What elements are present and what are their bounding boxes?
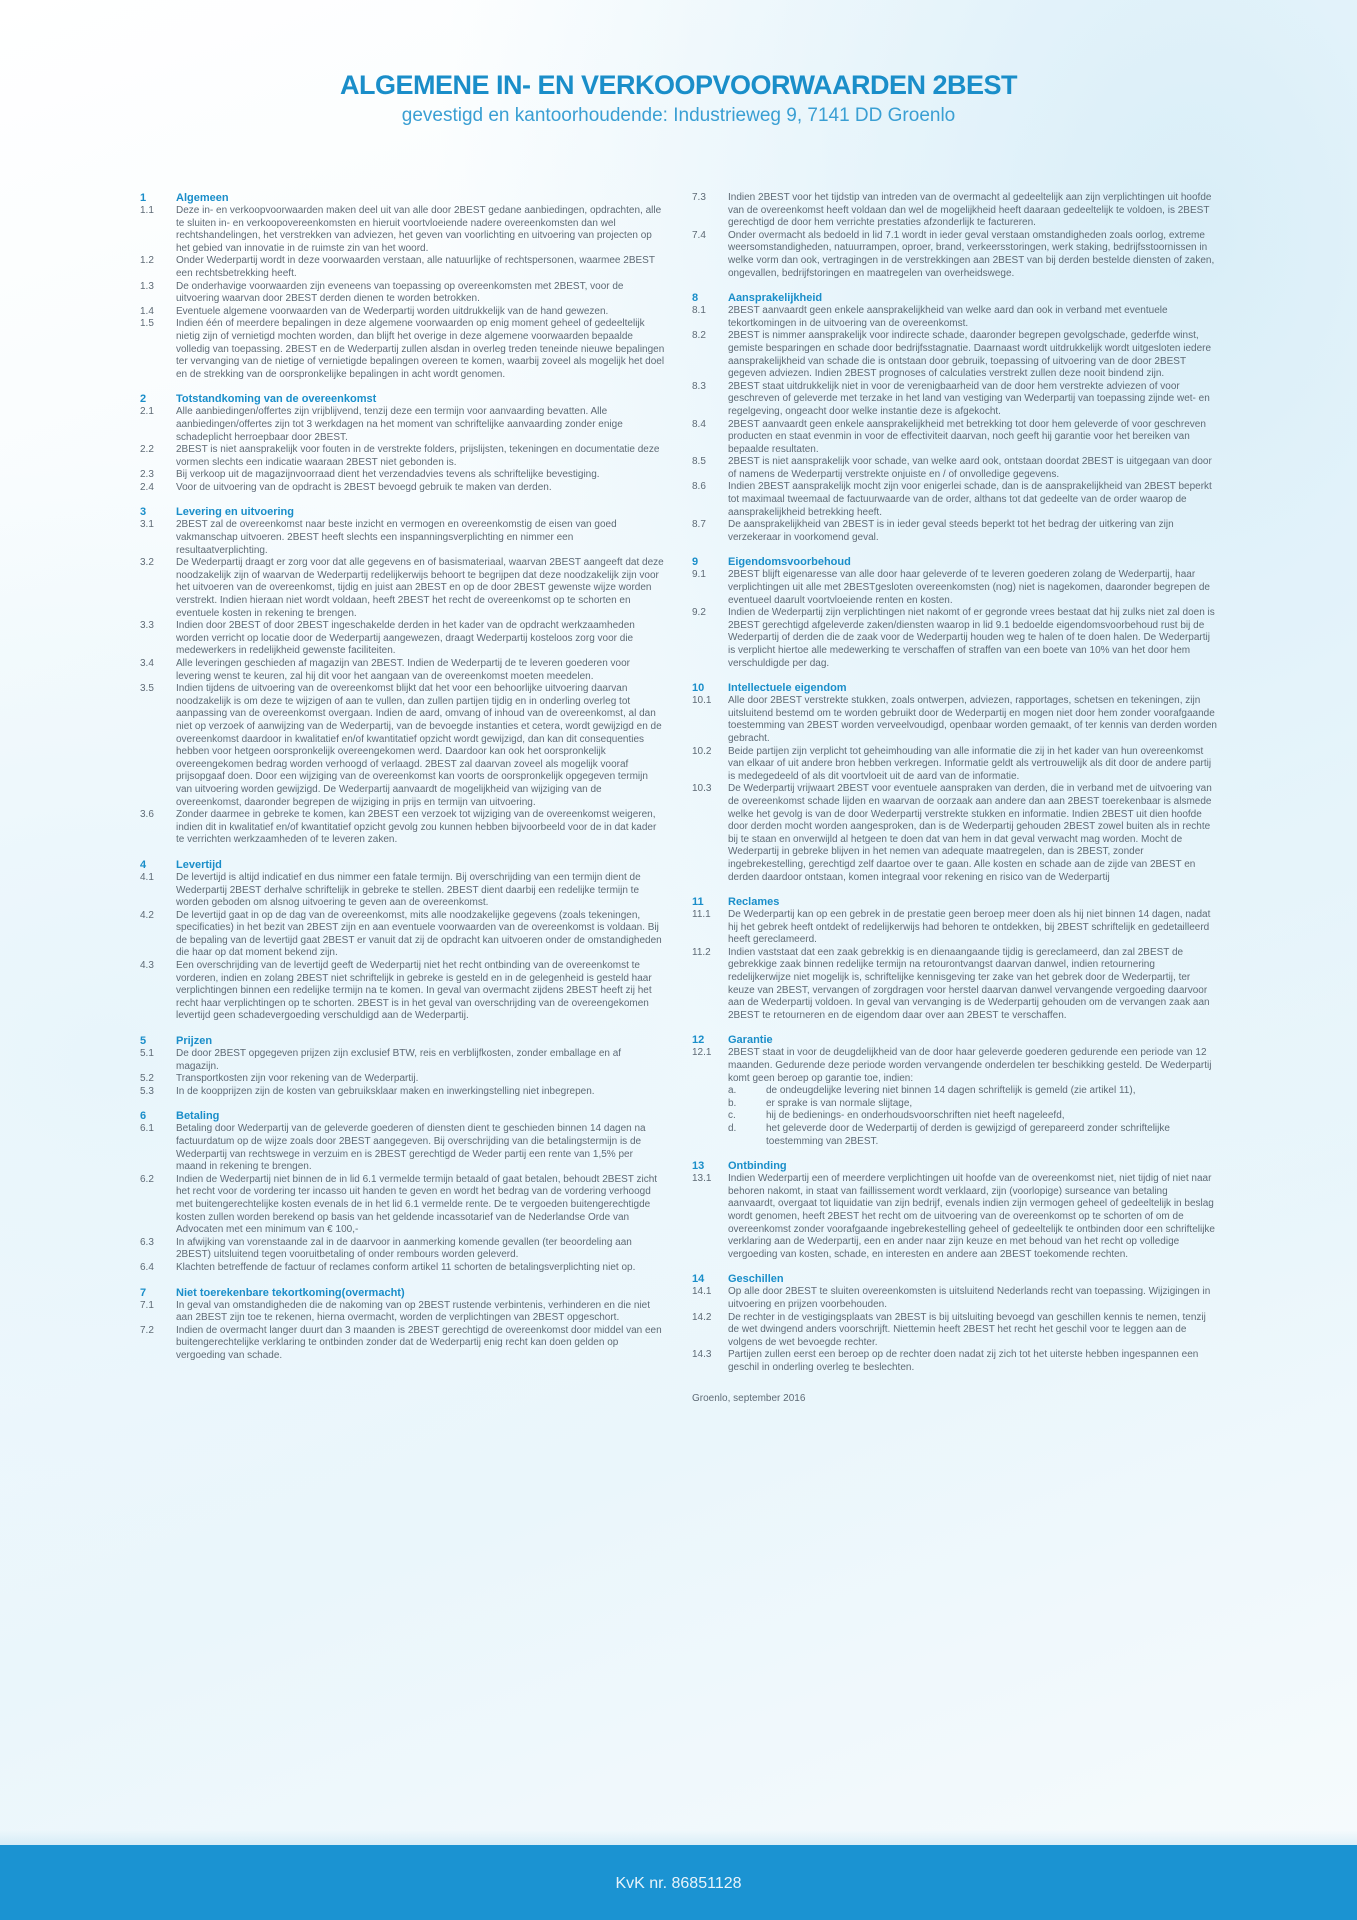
clause-text: 2BEST aanvaardt geen enkele aansprakelijkheid van welke aard dan ook in verband met eventuele tekortkomingen in de uitvoering van de overeenkomst. [728,305,1168,329]
clause [692,1173,1217,1261]
clause-body [176,306,665,319]
clause-number: 8.4 [692,418,706,430]
clause-body [176,482,665,495]
clause-number: 7.3 [692,192,706,203]
article-title: Intellectuele eigendom [728,682,847,695]
clause-body [728,481,1217,519]
clause-text: Partijen zullen eerst een beroep op de rechter doen nadat zij zich tot het uiterste hebben ingespannen een geschil in onderling overleg te beslechten. [728,1349,1199,1373]
clause-body [176,809,665,847]
clause-text: Indien één of meerdere bepalingen in deze algemene voorwaarden op enig moment geheel of gedeeltelijk nietig zijn of vernietigd mochten worden, dan blijft het overige in deze algemene voorwaarden bepaalde volledig van toepassing. 2BEST en de Wederpartij zullen alsdan in overleg treden teneinde nieuwe bepalingen ter vervanging van de nietige of vernietigde bepalingen overeen te komen, waarbij zoveel als mogelijk het doel en de strekking van de oorspronkelijke bepalingen in acht wordt genomen. [176,318,665,380]
clause-number: 14.1 [692,1286,712,1298]
clause [692,607,1217,670]
article-section [140,1110,665,1274]
sub-clause-letter: a. [728,1085,737,1097]
clause-body [176,1048,665,1073]
article-number: 12 [692,1034,705,1047]
clause-text: De door 2BEST opgegeven prijzen zijn exclusief BTW, reis en verblijfkosten, zonder emballage en af magazijn. [176,1048,622,1072]
clause [140,809,665,847]
clause-body [176,872,665,910]
clause-text: Indien 2BEST voor het tijdstip van intreden van de overmacht al gedeeltelijk aan zijn verplichtingen uit hoofde van de overeenkomst heeft voldaan dan wel de mogelijkheid heeft daaraan gedeeltelijk te voldoen, is 2BEST gerechtigd de door hem verrichte prestaties afzonderlijk te factureren. [728,192,1212,229]
clause [140,1123,665,1173]
clause-number: 13.1 [692,1173,712,1185]
clause [692,1286,1217,1311]
clause-text: Alle leveringen geschieden af magazijn van 2BEST. Indien de Wederpartij de te leveren goederen voor levering wenst te keuren, zal hij dit voor het aangaan van de overeenkomst moeten meedelen. [176,658,630,682]
clause-text: 2BEST is niet aansprakelijk voor fouten in de verstrekte folders, prijslijsten, tekeningen en documentatie deze vormen slechts een indicatie waaraan 2BEST niet gebonden is. [176,444,660,468]
clause-body [728,519,1217,544]
clause [692,230,1217,280]
article-title: Totstandkoming van de overeenkomst [176,393,377,406]
clause [140,406,665,444]
clause-number: 2.4 [140,481,154,493]
clause-body [176,1237,665,1262]
clause [140,469,665,482]
clause [140,683,665,809]
clause [692,695,1217,745]
article-section [692,192,1217,280]
article-number: 6 [140,1110,147,1123]
clause [140,444,665,469]
clause-number: 3.1 [140,519,154,531]
clause-text: De onderhavige voorwaarden zijn eveneens van toepassing op overeenkomsten met 2BEST, voor de uitvoering waarvan door 2BEST derden dienen te worden betrokken. [176,280,624,305]
article-heading [140,192,665,205]
clause-number: 7.2 [140,1324,154,1336]
article-heading [140,393,665,406]
clause-body [728,783,1217,884]
clause-text: De levertijd gaat in op de dag van de overeenkomst, mits alle noodzakelijke gegevens (zoals tekeningen, specificaties) in het bezit van 2BEST zijn en aan eventuele voorwaarden van de overeenkomst is voldaan. Bij de bepaling van de levertijd gaat 2BEST er vanuit dat zij de opdracht kan uitvoeren onder de omstandigheden die haar op dat moment bekend zijn. [176,909,662,959]
clause [140,1300,665,1325]
article-number: 8 [692,292,699,305]
article-section [692,1160,1217,1261]
clause [692,783,1217,884]
clause-body [176,1262,665,1275]
clause [140,519,665,557]
clause-number: 1.4 [140,305,154,317]
clause-text: Indien de Wederpartij niet binnen de in lid 6.1 vermelde termijn betaald of gaat betalen, behoudt 2BEST zicht het recht voor de vordering ter incasso uit handen te geven en wordt het bedrag van de vordering verhoogd met buitengerechtelijke kosten evenals de in het lid 6.1 vermelde rente. De te vergoeden buitengerechtigde kosten zullen worden berekend op basis van het geldende incassotarief van de Nederlandse Orde van Advocaten met een minimum van € 100,- [176,1173,658,1236]
clause [140,255,665,280]
clause-body [176,1123,665,1173]
clause-body [728,381,1217,419]
clause-number: 6.4 [140,1261,154,1273]
clause-body [176,1086,665,1099]
article-section [140,1035,665,1098]
clause-number: 11.1 [692,909,711,921]
clause-number: 10.2 [692,745,712,757]
clause [140,1237,665,1262]
sub-clause-text: er sprake is van normale slijtage, [766,1097,913,1109]
clause-text: Deze in- en verkoopvoorwaarden maken deel uit van alle door 2BEST gedane aanbiedingen, opdrachten, alle te sluiten in- en verkoopovereenkomsten en hieruit voortvloeiende nadere overeenkomsten dan wel rechtshandelingen, het verstrekken van adviezen, het geven van voorlichting en uitvoering van projecten op het gebied van innovatie in de ruimste zin van het woord. [176,205,662,254]
clause-body [728,456,1217,481]
clause-number: 1.1 [140,205,154,216]
document-subtitle: gevestigd en kantoorhoudende: Industrieweg 9, 7141 DD Groenlo [401,105,956,126]
article-section [692,682,1217,884]
article-title: Levering en uitvoering [176,506,294,519]
article-section [692,292,1217,544]
footer-bar [0,1845,1357,1920]
clause-text: 2BEST staat in voor de deugdelijkheid van de door haar geleverde goederen gedurende een periode van 12 maanden. Gedurende deze periode worden vervangende onderdelen ter beschikking gesteld. De Wederpartij komt geen beroep op garantie toe, indien: [728,1047,1212,1084]
clause [140,910,665,960]
clause [140,1048,665,1073]
article-heading [140,1110,665,1123]
clause-body [728,909,1217,947]
article-number: 4 [140,858,147,871]
clause-number: 3.6 [140,809,154,821]
article-number: 7 [140,1286,147,1299]
clause-number: 6.1 [140,1123,154,1135]
clause-body [176,406,665,444]
clause-body [728,1286,1217,1311]
clause-number: 7.1 [140,1299,154,1311]
article-heading [140,506,665,519]
article-section [692,1273,1217,1374]
clause [140,960,665,1023]
clause [140,1073,665,1086]
clause-body [176,1073,665,1086]
clause [692,381,1217,419]
article-title: Algemeen [176,192,229,204]
clause [692,746,1217,784]
clause-body [176,1325,665,1363]
article-title: Garantie [728,1034,773,1047]
sub-clause-letter: b. [728,1097,737,1109]
clause-number: 14.2 [692,1311,712,1323]
sub-clause [728,1123,1217,1148]
article-number: 13 [692,1160,705,1173]
sub-clause [728,1085,1217,1098]
clause-number: 9.1 [692,569,706,581]
article-number: 11 [692,896,704,909]
clause-body [728,947,1217,1023]
article-number: 2 [140,393,147,406]
clause-body [728,1047,1217,1148]
article-heading [692,682,1217,695]
clause-text: Alle door 2BEST verstrekte stukken, zoals ontwerpen, adviezen, rapportages, schetsen en tekeningen, zijn uitsluitend bestemd om te worden gebruikt door de Wederpartij en mogen niet door hem zonder voorafgaande toestemming van 2BEST worden verveelvoudigd, openbaar worden gemaakt, of ter kennis van derden worden gebracht. [728,695,1217,744]
article-section [692,1034,1217,1148]
clause [692,1047,1217,1148]
article-heading [692,896,1217,909]
article-section [140,859,665,1023]
clause-text: 2BEST staat uitdrukkelijk niet in voor de verenigbaarheid van de door hem verstrekte adviezen of voor geschreven of geleverde met terzake in het land van vestiging van Wederpartij van toepassing zijnde wet- en regelgeving, ongeacht door welke instantie deze is afgekocht. [728,380,1210,417]
article-title: Geschillen [728,1273,784,1286]
clause-text: Klachten betreffende de factuur of reclames conform artikel 11 schorten de betalingsverplichting niet op. [176,1261,636,1273]
clause-text: Voor de uitvoering van de opdracht is 2BEST bevoegd gebruik te maken van derden. [176,481,552,493]
clause-text: De Wederpartij vrijwaart 2BEST voor eventuele aanspraken van derden, die in verband met de uitvoering van de overeenkomst schade lijden en waarvan de oorzaak aan andere dan aan 2BEST toerekenbaar is alsmede welke het gevolg is van de door Wederpartij verstrekte stukken en informatie. Indien 2BEST uit dien hoofde door derden mocht worden aangesproken, dan is de Wederpartij gehouden 2BEST zowel buiten als in rechte bij te staan en onverwijld al hetgeen te doen dat van hem in dat geval verwacht mag worden. Mocht de Wederpartij in gebreke blijven in het nemen van adequate maatregelen, dan is 2BEST, zonder ingebrekestelling, gerechtigd zelf daartoe over te gaan. Alle kosten en schade aan de zijde van 2BEST en derden daardoor ontstaan, komen integraal voor rekening en risico van de Wederpartij [728,783,1212,883]
clause-number: 14.3 [692,1349,712,1361]
clause-number: 3.4 [140,658,154,669]
clause-text: Indien tijdens de uitvoering van de overeenkomst blijkt dat het voor een behoorlijke uitvoering daarvan noodzakelijk is om deze te wijzigen of aan te vullen, dan zullen partijen tijdig en in onderling overleg tot aanpassing van de overeenkomst overgaan. Indien de aard, omvang of inhoud van de overeenkomst, al dan niet op verzoek of aanwijzing van de Wederpartij, van de bevoegde instanties et cetera, wordt gewijzigd en de overeenkomst daardoor in kwalitatief en/of kwantitatief opzicht wordt gewijzigd, dan kan dit consequenties hebben voor hetgeen oorspronkelijk overeengekomen werd. Daardoor kan ook het oorspronkelijk overeengekomen bedrag worden verhoogd of verlaagd. 2BEST zal daarvan zoveel als mogelijk vooraf prijsopgaaf doen. Door een wijziging van de overeenkomst kan voorts de oorspronkelijk opgegeven termijn van uitvoering worden gewijzigd. De Wederpartij aanvaardt de mogelijkheid van wijziging van de overeenkomst, daaronder begrepen de wijziging in prijs en termijn van uitvoering. [176,683,662,808]
clause-text: 2BEST blijft eigenaresse van alle door haar geleverde of te leveren goederen zolang de Wederpartij, haar verplichtingen uit alle met 2BESTgesloten overeenkomsten (nog) niet is nagekomen, daaronder begrepen de eventueel daarult voortvloeiende renten en kosten. [728,569,1210,606]
clause-number: 2.1 [140,406,154,418]
clause-number: 4.1 [140,871,154,883]
clause-number: 1.3 [140,280,154,292]
clause-body [176,318,665,381]
clause-text: De Wederpartij kan op een gebrek in de prestatie geen beroep meer doen als hij niet binnen 14 dagen, nadat hij het gebrek heeft ontdekt of redelijkerwijs had behoren te ontdekken, bij 2BEST schriftelijk en gedetailleerd heeft gereclameerd. [728,909,1211,946]
clause-text: Alle aanbiedingen/offertes zijn vrijblijvend, tenzij deze een termijn voor aanvaarding bevatten. Alle aanbiedingen/offertes zijn tot 3 werkdagen na het moment van schriftelijke aanvaarding zonder enige schadeplicht herroepbaar door 2BEST. [176,406,623,443]
clause-body [728,1349,1217,1374]
clause [692,192,1217,230]
clause-body [176,519,665,557]
clause-text: De levertijd is altijd indicatief en dus nimmer een fatale termijn. Bij overschrijding van een termijn dient de Wederpartij 2BEST derhalve schriftelijk in gebreke te stellen. 2BEST dient daarbij een redelijke termijn te worden geboden om alsnog uitvoering te geven aan de overeenkomst. [176,871,641,909]
article-section [140,393,665,494]
clause-number: 8.5 [692,456,706,468]
article-heading [692,1160,1217,1173]
article-title: Prijzen [176,1035,213,1048]
clause-body [176,683,665,809]
clause-body [176,658,665,683]
clause-body [176,1174,665,1237]
clause-text: Indien vaststaat dat een zaak gebrekkig is en dienaangaande tijdig is gereclameerd, dan zal 2BEST de gebrekkige zaak binnen redelijke termijn na retourontvangst daarvan danwel, indien retournering redelijkerwijze niet mogelijk is, schriftelijke kennisgeving ter zake van het gebrek door de Wederpartij, ter keuze van 2BEST, vervangen of zorgdragen voor herstel daarvan danwel vervangende vergoeding daarvoor aan de Wederpartij voldoen. In geval van vervanging is de Wederpartij gehouden om de vervangen zaak aan 2BEST te retourneren en de eigendom daar over aan 2BEST te verschaffen. [728,946,1210,1021]
article-heading [140,1035,665,1048]
clause-text: De aansprakelijkheid van 2BEST is in ieder geval steeds beperkt tot het bedrag der uitkering van zijn verzekeraar in voorkomend geval. [728,519,1174,543]
sub-clause-text: het geleverde door de Wederpartij of derden is gewijzigd of gerepareerd zonder schriftelijke toestemming van 2BEST. [766,1123,1170,1147]
article-section [140,506,665,846]
clause-number: 10.3 [692,783,712,795]
clause-text: In afwijking van vorenstaande zal in de daarvoor in aanmerking komende gevallen (ter beoordeling aan 2BEST) uitsluitend tegen vooruitbetaling of onder rembours worden geleverd. [176,1236,632,1261]
clause-body [728,305,1217,330]
clause [140,557,665,620]
clause [140,872,665,910]
article-number: 9 [692,556,699,569]
clause-number: 1.2 [140,255,154,267]
clause-text: In de koopprijzen zijn de kosten van gebruiksklaar maken en inwerkingstelling niet inbegrepen. [176,1085,595,1097]
article-heading [692,1034,1217,1047]
article-section [140,1287,665,1363]
clause-body [728,746,1217,784]
article-heading [692,292,1217,305]
clause-body [176,557,665,620]
clause [692,569,1217,607]
clause [140,658,665,683]
clause-text: 2BEST is nimmer aansprakelijk voor indirecte schade, daaronder begrepen gevolgschade, gederfde winst, gemiste besparingen en schade door bedrijfsstagnatie. Daarnaast wordt uitdrukkelijk wordt uitgesloten iedere aansprakelijkheid van schade die is ontstaan door gebruik, toepassing of uitvoering van de door 2BEST gegeven adviezen. Indien 2BEST prognoses of calculaties verstrekt zullen deze nooit bindend zijn. [728,330,1212,380]
clause-body [176,960,665,1023]
left-column [140,192,665,1375]
clause-number: 8.2 [692,330,706,342]
clause-text: Indien de Wederpartij zijn verplichtingen niet nakomt of er gegronde vrees bestaat dat hij zulks niet zal doen is 2BEST gerechtigd afgeleverde zaken/diensten waarop in lid 9.1 bedoelde eigendomsvoorbehoud rust bij de Wederpartij of derden die de zaak voor de Wederpartij houden weg te halen of te doen halen. De Wederpartij is verplicht hiertoe alle medewerking te verschaffen of straffen van een boete van 10% van het door hem verschuldigde per dag. [728,607,1215,669]
clause-body [728,192,1217,230]
clause-text: Onder Wederpartij wordt in deze voorwaarden verstaan, alle natuurlijke of rechtspersonen, waarmee 2BEST een rechtsbetrekking heeft. [176,255,655,279]
clause-body [728,1312,1217,1350]
clause [140,1086,665,1099]
sub-clause-text: hij de bedienings- en onderhoudsvoorschriften niet heeft nageleefd, [766,1110,1065,1122]
clause-text: Onder overmacht als bedoeld in lid 7.1 wordt in ieder geval verstaan omstandigheden zoals oorlog, extreme weersomstandigheden, natuurrampen, oproer, brand, verkeersstoringen, werk staking, bedrijfsstoornissen in welke vorm dan ook, vertragingen in de verstrekkingen aan 2BEST van bij derden bestelde diensten of zaken, ongevallen, bedrijfstoringen en maatregelen van overheidswege. [728,229,1215,279]
clause-body [728,330,1217,380]
article-heading [140,1287,665,1300]
article-heading [692,556,1217,569]
clause-number: 6.2 [140,1173,154,1185]
article-title: Aansprakelijkheid [728,292,823,305]
clause-body [176,469,665,482]
article-title: Levertijd [176,858,222,871]
clause-text: 2BEST aanvaardt geen enkele aansprakelijkheid met betrekking tot door hem geleverde of voor geschreven producten en staat evenmin in voor de effectiviteit daarvan, noch geeft hij garantie voor het bereiken van bepaalde resultaten. [728,418,1206,455]
clause-text: 2BEST is niet aansprakelijk voor schade, van welke aard ook, ontstaan doordat 2BEST is uitgegaan van door of namens de Wederpartij verstrekte onjuiste en / of onvolledige gegevens. [728,456,1212,480]
article-number: 5 [140,1035,147,1048]
clause-text: Bij verkoop uit de magazijnvoorraad dient het verzendadvies tevens als schriftelijke bevestiging. [176,469,600,481]
clause [692,1349,1217,1374]
article-section [692,896,1217,1022]
clause-text: Betaling door Wederpartij van de geleverde goederen of diensten dient te geschieden binnen 14 dagen na factuurdatum op de wijze zoals door 2BEST aangegeven. Bij overschrijding van die betalingstermijn is de Wederpartij van rechtswege in verzuim en is 2BEST gerechtigd de Weder partij een rente van 1,5% per maand in rekening te brengen. [176,1123,646,1173]
clause-text: Een overschrijding van de levertijd geeft de Wederpartij niet het recht ontbinding van de overeenkomst te vorderen, indien en zolang 2BEST niet schriftelijk in gebreke is gesteld en in de gelegenheid is gesteld haar verplichtingen binnen een redelijke termijn na te komen. In geval van overmacht zijdens 2BEST heeft zij het recht haar verplichtingen op te schorten. 2BEST is in het geval van overschrijding van de overeengekomen levertijd geen schadevergoeding verschuldigd aan de Wederpartij. [176,960,652,1022]
kvk-number: KvK nr. 86851128 [615,1875,742,1892]
article-section [140,192,665,381]
clause-body [176,281,665,306]
clause-number: 12.1 [692,1047,712,1059]
clause-number: 10.1 [692,695,712,707]
clause [140,205,665,255]
clause [692,330,1217,380]
clause-text: Zonder daarmee in gebreke te komen, kan 2BEST een verzoek tot wijziging van de overeenkomst weigeren, indien dit in kwalitatief en/of kwantitatief opzicht gevolg zou kunnen hebben bijvoorbeeld voor de in dat kader te verrichten werkzaamheden of te leveren zaken. [176,809,657,846]
clause [140,1325,665,1363]
clause-text: Transportkosten zijn voor rekening van de Wederpartij. [176,1073,419,1085]
clause-number: 3.5 [140,683,154,695]
clause [692,519,1217,544]
clause-number: 9.2 [692,607,706,619]
sub-clause [728,1098,1217,1111]
clause-number: 8.1 [692,305,706,317]
clause-body [176,444,665,469]
article-title: Niet toerekenbare tekortkoming(overmacht) [176,1286,405,1299]
clause-number: 2.2 [140,444,154,456]
clause-text: Indien de overmacht langer duurt dan 3 maanden is 2BEST gerechtigd de overeenkomst door middel van een buitengerechtelijke verklaring te ontbinden zonder dat de Wederpartij enig recht kan doen gelden op vergoeding van schade. [176,1324,662,1361]
clause-number: 8.6 [692,481,706,493]
clause-number: 3.3 [140,620,154,632]
clause-body [176,255,665,280]
clause-number: 7.4 [692,229,706,241]
article-number: 14 [692,1273,705,1286]
clause [140,306,665,319]
clause-body [728,569,1217,607]
sub-clause-letter: c. [728,1110,736,1122]
article-number: 1 [140,192,147,204]
article-title: Betaling [176,1110,220,1123]
clause-text: In geval van omstandigheden die de nakoming van op 2BEST rustende verbintenis, verhinderen en die niet aan 2BEST zijn toe te rekenen, hierna overmacht, worden de verplichtingen van 2BEST opgeschort. [176,1299,651,1324]
clause-number: 8.7 [692,519,706,531]
clause [692,419,1217,457]
clause-body [176,1300,665,1325]
clause-number: 5.2 [140,1073,154,1085]
clause [692,947,1217,1023]
article-section [692,556,1217,670]
clause-body [728,607,1217,670]
clause [140,1174,665,1237]
clause-text: 2BEST zal de overeenkomst naar beste inzicht en vermogen en overeenkomstig de eisen van goed vakmanschap uitvoeren. 2BEST heeft slechts een inspanningsverplichting en nimmer een resultaatverplichting. [176,519,617,556]
clause-number: 2.3 [140,469,154,481]
clause-number: 1.5 [140,318,154,330]
article-title: Eigendomsvoorbehoud [728,556,851,569]
signature-place-date: Groenlo, september 2016 [692,1392,806,1404]
clause-body [176,205,665,255]
clause-number: 6.3 [140,1236,154,1248]
clause-number: 4.3 [140,960,154,972]
clause-body [176,910,665,960]
clause-text: De rechter in de vestigingsplaats van 2BEST is bij uitsluiting bevoegd van geschillen kennis te nemen, tenzij de wet dwingend anders voorschrijft. Niettemin heeft 2BEST het recht het geschil voor te leggen aan de volgens de wet bevoegde rechter. [728,1311,1206,1348]
clause [692,481,1217,519]
clause-number: 4.2 [140,909,154,921]
clause-text: Eventuele algemene voorwaarden van de Wederpartij worden uitdrukkelijk van de hand gewezen. [176,305,609,317]
clause-body [728,419,1217,457]
article-number: 3 [140,506,147,519]
clause-number: 5.3 [140,1085,154,1097]
clause-text: Beide partijen zijn verplicht tot geheimhouding van alle informatie die zij in het kader van hun overeenkomst van elkaar of uit andere bron hebben verkregen. Informatie geldt als vertrouwelijk als dit door de andere partij is medegedeeld of als dit voortvloeit uit de aard van de informatie. [728,745,1212,782]
article-heading [140,859,665,872]
article-heading [692,1273,1217,1286]
clause-text: Indien Wederpartij een of meerdere verplichtingen uit hoofde van de overeenkomst niet, niet tijdig of niet naar behoren nakomt, in staat van faillissement wordt verklaard, zijn (voorlopige) surseance van betaling aanvaardt, overgaat tot liquidatie van zijn bedrijf, evenals indien zijn vermogen geheel of gedeeltelijk in beslag wordt genomen, heeft 2BEST het recht om de uitvoering van de overeenkomst op te schorten of om de overeenkomst zonder voorafgaande ingebrekestelling geheel of gedeeltelijk te ontbinden door een schriftelijke verklaring aan de Wederpartij, een en ander naar zijn keuze en met behoud van het recht op volledige vergoeding van kosten, schade, en interesten en andere aan 2BEST toekomende rechten. [728,1173,1215,1260]
clause [140,318,665,381]
clause-body [728,230,1217,280]
article-title: Ontbinding [728,1160,787,1173]
sub-clause-letter: d. [728,1123,737,1134]
clause [140,281,665,306]
document-title: ALGEMENE IN- EN VERKOOPVOORWAARDEN 2BEST [339,70,1018,100]
clause-text: Op alle door 2BEST te sluiten overeenkomsten is uitsluitend Nederlands recht van toepassing. Wijzigingen in uitvoering en prijzen voorbehouden. [728,1286,1211,1310]
clause-number: 5.1 [140,1048,154,1060]
clause-body [728,1173,1217,1261]
article-title: Reclames [728,896,780,909]
document-header [0,70,1357,127]
article-number: 10 [692,682,705,695]
sub-clause-text: de ondeugdelijke levering niet binnen 14 dagen schriftelijk is gemeld (zie artikel 11), [766,1085,1136,1097]
clause-text: Indien 2BEST aansprakelijk mocht zijn voor enigerlei schade, dan is de aansprakelijkheid van 2BEST beperkt tot maximaal tweemaal de factuurwaarde van de order, althans tot dat gedeelte van de order waarop de aansprakelijkheid betrekking heeft. [728,481,1212,518]
clause [692,456,1217,481]
clause-text: De Wederpartij draagt er zorg voor dat alle gegevens en of basismateriaal, waarvan 2BEST aangeeft dat deze noodzakelijk zijn of waarvan de Wederpartij redelijkerwijs behoort te begrijpen dat deze noodzakelijk zijn voor het uitvoeren van de overeenkomst, tijdig en juist aan 2BEST en op de door 2BEST gewenste wijze worden verstrekt. Indien hieraan niet wordt voldaan, heeft 2BEST het recht de overeenkomst op te schorten en eventuele kosten in rekening te brengen. [176,557,664,619]
clause [692,909,1217,947]
clause-number: 3.2 [140,557,154,569]
clause-number: 8.3 [692,380,706,392]
clause [692,305,1217,330]
clause [140,620,665,658]
clause-text: Indien door 2BEST of door 2BEST ingeschakelde derden in het kader van de opdracht werkzaamheden worden verricht op locatie door de Wederpartij aangewezen, draagt Wederpartij kosteloos zorg voor die medewerkers in redelijkheid gewenste faciliteiten. [176,620,635,657]
clause [140,482,665,495]
right-column [692,192,1217,1404]
clause-number: 11.2 [692,946,711,958]
clause-body [728,695,1217,745]
sub-clause [728,1110,1217,1123]
clause-body [176,620,665,658]
clause [140,1262,665,1275]
clause [692,1312,1217,1350]
